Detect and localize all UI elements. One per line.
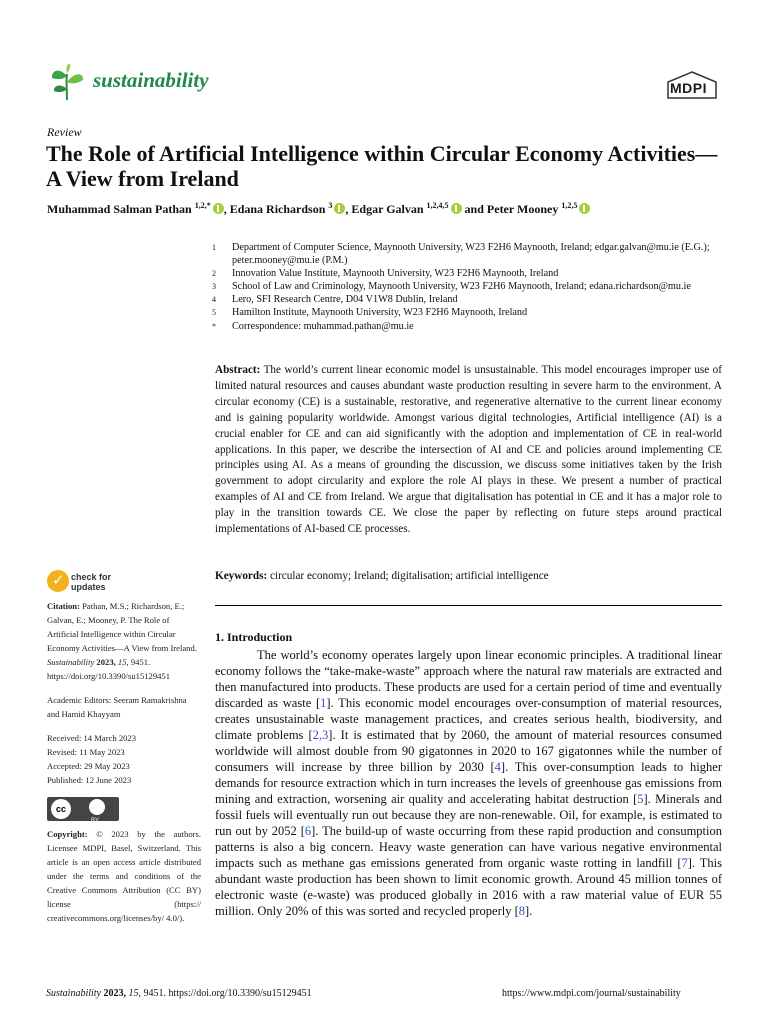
affiliation-item bbox=[212, 293, 732, 306]
citation-journal: Sustainability bbox=[47, 657, 95, 667]
body-text: ]. This abundant waste production has been shown to limit economic growth. Around 45 million tonnes of electronic waste (e-waste) was produced globally in 2016 with a raw material value of EUR 55 million. Only 20% of this was sorted and recycled properly [ bbox=[215, 856, 722, 918]
affiliation-text: Correspondence: muhammad.pathan@mu.ie bbox=[232, 320, 414, 332]
copyright-label: Copyright: bbox=[47, 829, 88, 839]
affiliation-item bbox=[212, 241, 732, 267]
revised-date: Revised: 11 May 2023 bbox=[47, 747, 125, 757]
copyright-block bbox=[47, 827, 201, 925]
reference-link[interactable]: 5 bbox=[637, 792, 644, 806]
keywords bbox=[215, 570, 722, 582]
affiliation-mark: 3 bbox=[212, 282, 216, 292]
affiliation-item bbox=[212, 267, 732, 280]
author-name[interactable]: Muhammad Salman Pathan bbox=[47, 202, 192, 216]
by-label: BY bbox=[91, 818, 100, 824]
reference-link[interactable]: 4 bbox=[494, 760, 501, 774]
affiliation-item bbox=[212, 306, 732, 319]
article-type: Review bbox=[47, 125, 82, 139]
journal-name: sustainability bbox=[93, 68, 209, 92]
footer-volume: 15, bbox=[128, 988, 141, 999]
reference-link[interactable]: 1 bbox=[320, 696, 327, 710]
copyright-text: © 2023 by the authors. Licensee MDPI, Basel, Switzerland. This article is an open access article distributed under the terms and conditions of the Creative Commons Attribution (CC BY) license (https:// creativecommons.org/licenses/by/ 4.0/). bbox=[47, 829, 201, 923]
footer-year: 2023, bbox=[103, 988, 126, 999]
check-updates-line2: updates bbox=[71, 582, 106, 592]
reference-link[interactable]: 8 bbox=[518, 904, 525, 918]
published-date: Published: 12 June 2023 bbox=[47, 775, 132, 785]
affiliation-text: School of Law and Criminology, Maynooth University, W23 F2H6 Maynooth, Ireland; edana.richardson@mu.ie bbox=[232, 281, 691, 293]
orcid-icon[interactable] bbox=[451, 203, 462, 214]
affiliation-mark: 4 bbox=[212, 295, 216, 305]
body-text: The world’s economy operates largely upon linear economic principles. A traditional linear economy follows the “take-make-waste” approach where the natural raw materials are extracted and then manufactured into products. These products are used for a certain period of time and eventually discarded as waste [ bbox=[215, 648, 722, 710]
section-heading: 1. Introduction bbox=[215, 630, 293, 644]
body-text: ]. Minerals and fossil fuels will eventually run out because they are non-renewable. Oil, for example, is estimated to run out by 2052 [ bbox=[215, 792, 722, 838]
body-text: ]. This economic model encourages over-consumption of material resources, creates unsustainable waste management practices, and creates serious health, biodiversity, and climate problems [ bbox=[215, 696, 722, 742]
cc-icon: cc bbox=[51, 799, 71, 819]
author-affil-sup: 1,2,5 bbox=[561, 201, 578, 210]
citation-block bbox=[47, 599, 201, 683]
citation-text: Pathan, M.S.; Richardson, E.; Galvan, E.; Mooney, P. The Role of Artificial Intelligence within Circular Economy Activities—A View from Ireland. bbox=[47, 601, 197, 653]
reference-link[interactable]: 2,3 bbox=[312, 728, 329, 742]
orcid-icon[interactable] bbox=[213, 203, 224, 214]
footer-journal: Sustainability bbox=[46, 988, 101, 999]
affiliation-text: Innovation Value Institute, Maynooth University, W23 F2H6 Maynooth, Ireland bbox=[232, 268, 559, 280]
academic-editors: Academic Editors: Seeram Ramakrishna and Hamid Khayyam bbox=[47, 695, 187, 719]
introduction-paragraph bbox=[215, 647, 722, 919]
check-for-updates-icon[interactable] bbox=[47, 570, 69, 592]
affiliation-item bbox=[212, 320, 732, 333]
body-text: ]. It is estimated that by 2060, the amount of material resources consumed worldwide will almost double from 90 gigatonnes in 2020 to 167 gigatonnes while the number of consumers will increase by three billion by 2030 [ bbox=[215, 728, 722, 774]
affiliation-mark: * bbox=[212, 321, 216, 331]
affiliation-text: Lero, SFI Research Centre, D04 V1W8 Dublin, Ireland bbox=[232, 294, 458, 306]
orcid-icon[interactable] bbox=[579, 203, 590, 214]
affiliation-mark: 5 bbox=[212, 308, 216, 318]
cc-by-license-badge[interactable] bbox=[47, 797, 119, 824]
reference-link[interactable]: 7 bbox=[681, 856, 688, 870]
author-affil-sup: 1,2,* bbox=[194, 201, 211, 210]
keywords-text: circular economy; Ireland; digitalisation; artificial intelligence bbox=[270, 570, 549, 582]
check-for-updates-button[interactable] bbox=[71, 572, 111, 592]
author-name[interactable]: Edana Richardson bbox=[229, 202, 326, 216]
abstract-text: The world’s current linear economic model is unsustainable. This model encourages improper use of limited natural resources and causes abundant waste production resulting in severe harm to the environment. A circular economy (CE) is a sustainable, restorative, and regenerative alternative to the current linear economy and is gaining popularity worldwide. Amongst various digital technologies, Artificial intelligence (AI) is a crucial enabler for CE and can aid significantly with the adoption and implementation of CE in real-world applications. In this paper, we describe the intersection of AI and CE and policies around implementing CE principles using AI. As a means of grounding the discussion, we discuss some initiatives taken by the Irish government to adopt circularity and explore the role AI plays in these. We present a number of practical examples of AI and CE from Ireland. We argue that digitalisation has potential in CE and it has a major role to play in the transition towards CE. We close the paper by reflecting on future steps around practical implementations of AI-based CE processes. bbox=[215, 364, 722, 536]
author-affil-sup: 3 bbox=[328, 201, 333, 210]
body-text: ]. bbox=[525, 904, 533, 918]
abstract bbox=[215, 363, 722, 538]
accepted-date: Accepted: 29 May 2023 bbox=[47, 761, 130, 771]
reference-link[interactable]: 6 bbox=[304, 824, 312, 838]
affiliation-item bbox=[212, 280, 732, 293]
citation-year: 2023, bbox=[96, 657, 116, 667]
received-date: Received: 14 March 2023 bbox=[47, 733, 137, 743]
affiliation-mark: 2 bbox=[212, 269, 216, 279]
citation-label: Citation: bbox=[47, 601, 80, 611]
author-list: Muhammad Salman Pathan $^{1,2,*}$ , Edana Richardson $^3$ , Edgar Galvan $^{1,2,4,5}$ and Peter Mooney $^{1,2,5}$ bbox=[47, 201, 727, 217]
orcid-icon[interactable] bbox=[334, 203, 345, 214]
author-name[interactable]: Peter Mooney bbox=[486, 202, 559, 216]
leaf-logo-icon bbox=[48, 62, 86, 102]
footer-journal-url[interactable]: https://www.mdpi.com/journal/sustainability bbox=[502, 988, 681, 999]
affiliations bbox=[212, 241, 732, 333]
footer-doi[interactable]: 9451. https://doi.org/10.3390/su15129451 bbox=[143, 988, 312, 999]
keywords-label: Keywords: bbox=[215, 570, 268, 582]
sidebar bbox=[47, 599, 201, 925]
person-icon bbox=[89, 799, 105, 815]
affiliation-mark: 1 bbox=[212, 243, 216, 252]
check-updates-line1: check for bbox=[71, 572, 112, 582]
dates-block bbox=[47, 731, 201, 787]
publisher-name: MDPI bbox=[670, 80, 707, 96]
article-title: The Role of Artificial Intelligence within Circular Economy Activities—A View from Ireland bbox=[46, 141, 718, 191]
body-text: ]. This over-consumption leads to higher demands for resource extraction which in turn increases the levels of greenhouse gas emissions from mining and extraction, worsening air quality and accelerating habitat destruction [ bbox=[215, 760, 722, 806]
author-affil-sup: 1,2,4,5 bbox=[426, 201, 449, 210]
footer-citation bbox=[46, 988, 312, 999]
affiliation-text: Department of Computer Science, Maynooth University, W23 F2H6 Maynooth, Ireland; edgar.galvan@mu.ie (E.G.); peter.mooney@mu.ie (P.M.) bbox=[232, 242, 710, 267]
abstract-label: Abstract: bbox=[215, 364, 261, 376]
citation-doi[interactable]: 9451. https://doi.org/10.3390/su15129451 bbox=[47, 657, 171, 681]
author-name[interactable]: Edgar Galvan bbox=[351, 202, 424, 216]
affiliation-text: Hamilton Institute, Maynooth University, W23 F2H6 Maynooth, Ireland bbox=[232, 307, 528, 319]
and-word: and bbox=[464, 202, 484, 216]
body-text: ]. The build-up of waste occurring from these rapid production and consumption patterns is also a big concern. Heavy waste generation can have various negative environmental impacts such as methane gas emissions generated from organic waste rotting in landfill [ bbox=[215, 824, 722, 870]
citation-volume: 15, bbox=[117, 657, 129, 667]
section-divider bbox=[215, 605, 722, 606]
